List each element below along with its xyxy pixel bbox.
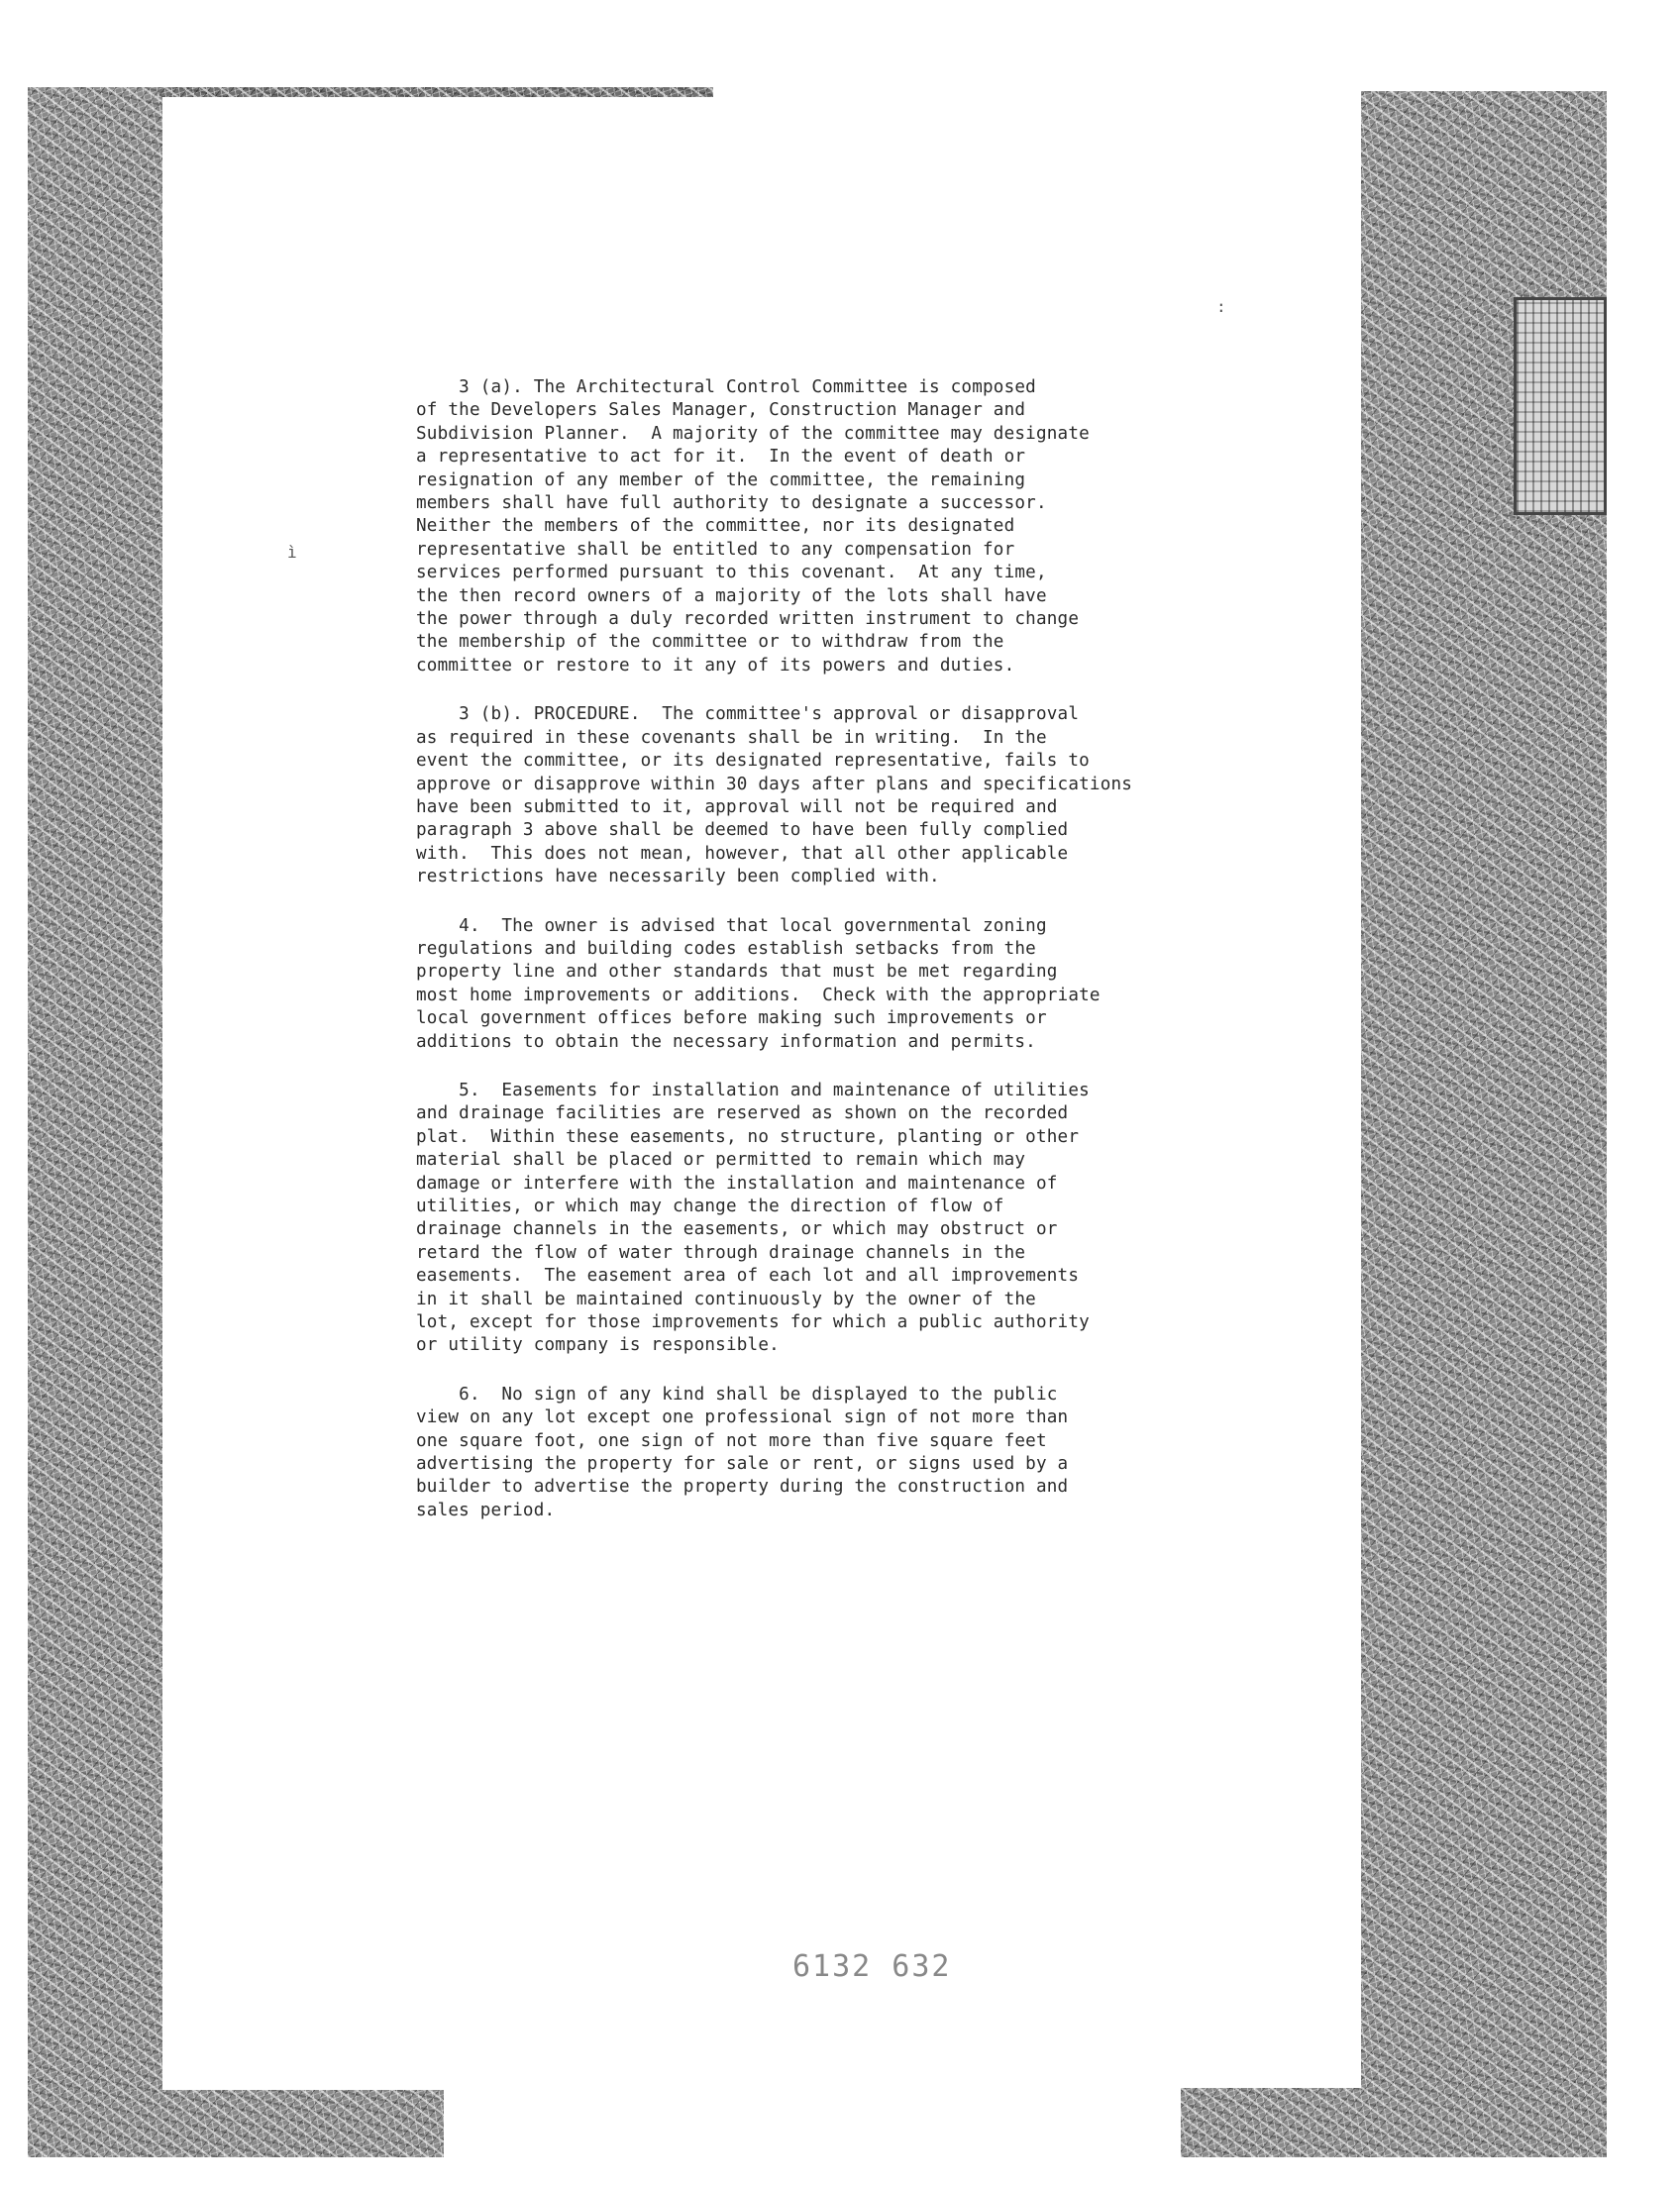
paragraph-3a: 3 (a). The Architectural Control Committee is composed of the Developers Sales Manager, Construction Manager and Subdivision Planner. A majority of the committee may designate a representative to act for it. In the event of death or resignation of any member of the committee, the remaining members shall have full authority to designate a successor. Neither the members of the committee, nor its designated representative shall be entitled to any compensation for services performed pursuant to this covenant. At any time, the then record owners of a majority of the lots shall have the power through a duly recorded written instrument to change the membership of the committee or to withdraw from the committee or restore to it any of its powers and duties. [416, 377, 1090, 676]
paragraph-5: 5. Easements for installation and maintenance of utilities and drainage facilities are reserved as shown on the recorded plat. Within these easements, no structure, planting or other material shall be placed or permitted to remain which may damage or interfere with the installation and maintenance of utilities, or which may change the direction of flow of drainage channels in the easements, or which may obstruct or retard the flow of water through drainage channels in the easements. The easement area of each lot and all improvements in it shall be maintained continuously by the owner of the lot, except for those improvements for which a public authority or utility company is responsible. [416, 1080, 1090, 1356]
scan-noise-left [28, 87, 162, 2157]
paragraph-4: 4. The owner is advised that local governmental zoning regulations and building codes establish setbacks from the property line and other standards that must be met regarding most home improvements or additions. Check with the appropriate local government offices before making such improvements or additions to obtain the necessary information and permits. [416, 915, 1101, 1052]
document-body [416, 376, 1337, 1548]
scan-noise-top-strip [158, 87, 713, 97]
page-corner-mark: : [1216, 297, 1226, 316]
right-edge-stamp [1514, 297, 1607, 515]
paragraph-3b: 3 (b). PROCEDURE. The committee's approval or disapproval as required in these covenants shall be in writing. In the event the committee, or its designated representative, fails to approve or disapprove within 30 days after plans and specifications have been submitted to it, approval will not be required and paragraph 3 above shall be deemed to have been fully complied with. This does not mean, however, that all other applicable restrictions have necessarily been complied with. [416, 704, 1133, 887]
margin-mark: ì [287, 543, 297, 562]
scan-noise-bottom-left [28, 2090, 444, 2157]
paragraph-6: 6. No sign of any kind shall be displayed to the public view on any lot except one professional sign of not more than one square foot, one sign of not more than five square feet advertising the property for sale or rent, or signs used by a builder to advertise the property during the construction and sales period. [416, 1384, 1069, 1520]
recording-stamp: 6132 632 [792, 1949, 952, 1984]
